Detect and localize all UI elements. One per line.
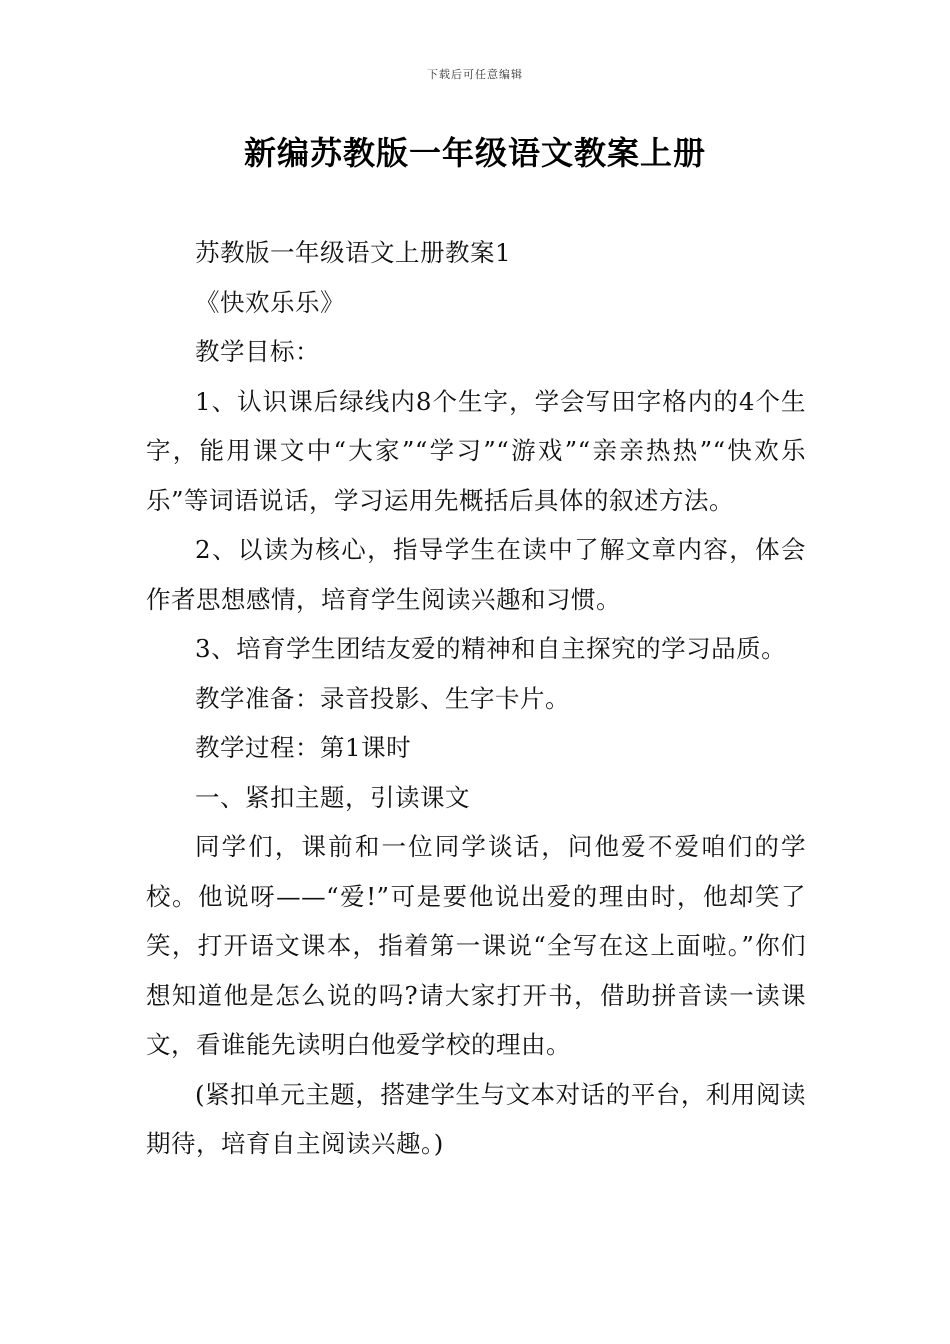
lesson-text-title: 《快欢乐乐》 — [195, 287, 345, 317]
objective-2: 2、以读为核心，指导学生在读中了解文章内容，体会作者思想感情，培育学生阅读兴趣和习惯。 — [146, 535, 806, 614]
objective-1: 1、认识课后绿线内8个生字，学会写田字格内的4个生字，能用课文中“大家”“学习”“游戏”“亲亲热热”“快欢乐乐”等词语说话，学习运用先概括后具体的叙述方法。 — [146, 386, 806, 515]
step-1-text: 同学们，课前和一位同学谈话，问他爱不爱咱们的学校。他说呀——“爱!”可是要他说出爱的理由时，他却笑了笑，打开语文课本，指着第一课说“全写在这上面啦。”你们想知道他是怎么说的吗?请大家打开书，借助拼音读一读课文，看谁能先读明白他爱学校的理由。 — [146, 832, 806, 1059]
step-1-note: (紧扣单元主题，搭建学生与文本对话的平台，利用阅读期待，培育自主阅读兴趣。) — [146, 1079, 806, 1158]
document-title: 新编苏教版一年级语文教案上册 — [243, 134, 706, 172]
document-body — [146, 228, 806, 1169]
process-label: 教学过程：第1课时 — [195, 733, 412, 762]
section-objectives-label: 教学目标： — [195, 337, 320, 366]
preparation: 教学准备：录音投影、生字卡片。 — [195, 683, 570, 713]
lesson-heading: 苏教版一年级语文上册教案1 — [195, 238, 512, 267]
objective-3: 3、培育学生团结友爱的精神和自主探究的学习品质。 — [195, 634, 787, 663]
page-header-note: 下载后可任意编辑 — [427, 68, 523, 81]
step-1-heading: 一、紧扣主题，引读课文 — [195, 782, 470, 812]
